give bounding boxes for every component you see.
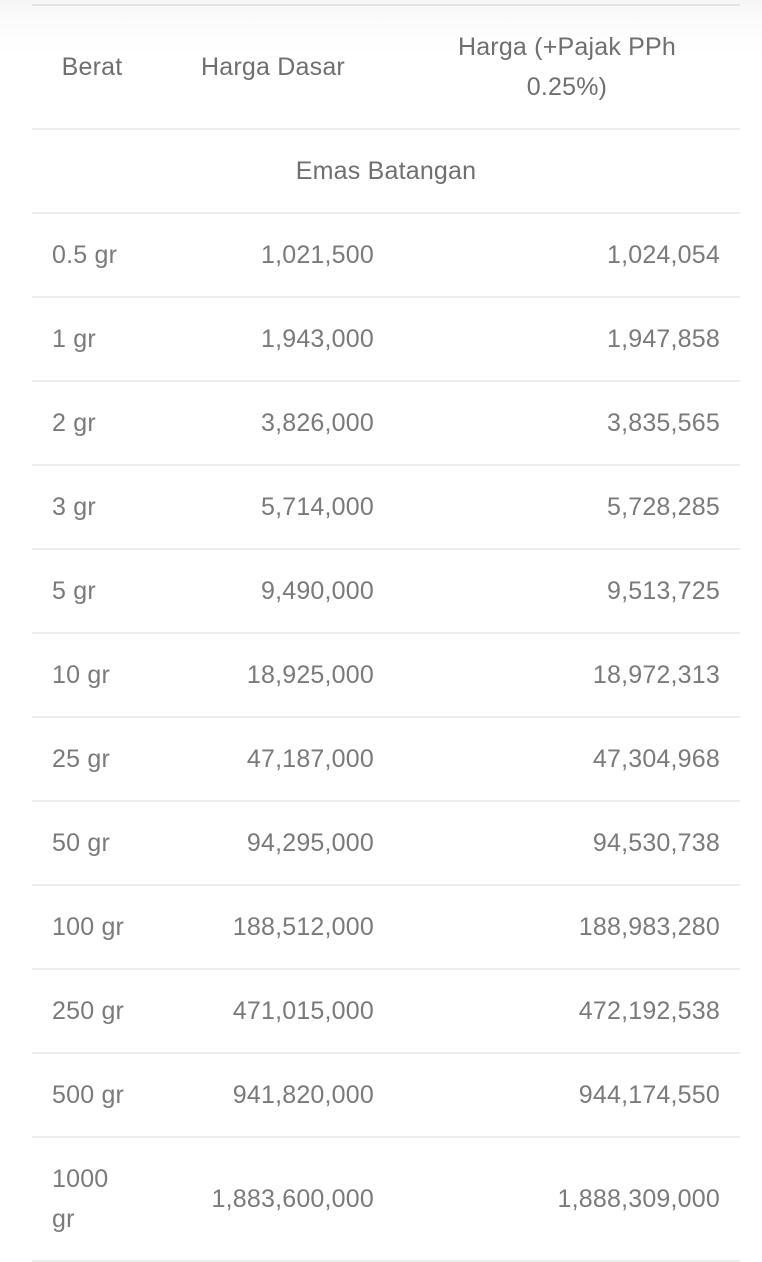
cell-berat: 1 gr: [32, 297, 152, 381]
cell-harga-dasar: 1,021,500: [152, 213, 394, 297]
table-row: [32, 297, 740, 381]
cell-berat: 50 gr: [32, 801, 152, 885]
cell-harga-dasar: 1,883,600,000: [152, 1137, 394, 1261]
table-row: [32, 633, 740, 717]
cell-berat: 250 gr: [32, 969, 152, 1053]
gold-price-table: [32, 6, 740, 1262]
cell-berat: 10 gr: [32, 633, 152, 717]
table-row: [32, 465, 740, 549]
column-header-harga-pajak-label: Harga (+Pajak PPh 0.25%): [457, 33, 677, 101]
table-row: [32, 801, 740, 885]
cell-berat: 100 gr: [32, 885, 152, 969]
cell-harga-dasar: 471,015,000: [152, 969, 394, 1053]
cell-harga-pajak: 18,972,313: [394, 633, 740, 717]
column-header-harga-pajak: [394, 6, 740, 129]
cell-berat: 2 gr: [32, 381, 152, 465]
cell-harga-pajak: 1,024,054: [394, 213, 740, 297]
section-row: [32, 129, 740, 213]
table-header: [32, 6, 740, 129]
cell-harga-pajak: 944,174,550: [394, 1053, 740, 1137]
cell-harga-pajak: 47,304,968: [394, 717, 740, 801]
cell-harga-pajak: 3,835,565: [394, 381, 740, 465]
price-table-container: [32, 4, 740, 1262]
header-row: [32, 6, 740, 129]
cell-harga-dasar: 3,826,000: [152, 381, 394, 465]
table-row: [32, 717, 740, 801]
cell-harga-pajak: 94,530,738: [394, 801, 740, 885]
cell-berat: 5 gr: [32, 549, 152, 633]
table-row: [32, 969, 740, 1053]
cell-harga-pajak: 188,983,280: [394, 885, 740, 969]
column-header-berat: Berat: [32, 6, 152, 129]
table-row: [32, 1053, 740, 1137]
cell-harga-pajak: 5,728,285: [394, 465, 740, 549]
cell-harga-pajak: 9,513,725: [394, 549, 740, 633]
cell-harga-pajak: 1,947,858: [394, 297, 740, 381]
cell-harga-dasar: 188,512,000: [152, 885, 394, 969]
cell-harga-dasar: 47,187,000: [152, 717, 394, 801]
table-row: [32, 381, 740, 465]
cell-berat: 0.5 gr: [32, 213, 152, 297]
table-body: [32, 129, 740, 1261]
cell-berat: 500 gr: [32, 1053, 152, 1137]
cell-berat: 3 gr: [32, 465, 152, 549]
table-row: [32, 885, 740, 969]
cell-harga-dasar: 18,925,000: [152, 633, 394, 717]
cell-berat: 1000 gr: [32, 1137, 152, 1261]
cell-harga-dasar: 9,490,000: [152, 549, 394, 633]
column-header-harga-dasar: Harga Dasar: [152, 6, 394, 129]
table-row: [32, 1137, 740, 1261]
cell-harga-dasar: 94,295,000: [152, 801, 394, 885]
cell-harga-dasar: 5,714,000: [152, 465, 394, 549]
section-label: Emas Batangan: [32, 129, 740, 213]
table-row: [32, 213, 740, 297]
table-row: [32, 549, 740, 633]
cell-harga-dasar: 1,943,000: [152, 297, 394, 381]
cell-harga-dasar: 941,820,000: [152, 1053, 394, 1137]
cell-harga-pajak: 1,888,309,000: [394, 1137, 740, 1261]
cell-berat: 25 gr: [32, 717, 152, 801]
cell-harga-pajak: 472,192,538: [394, 969, 740, 1053]
